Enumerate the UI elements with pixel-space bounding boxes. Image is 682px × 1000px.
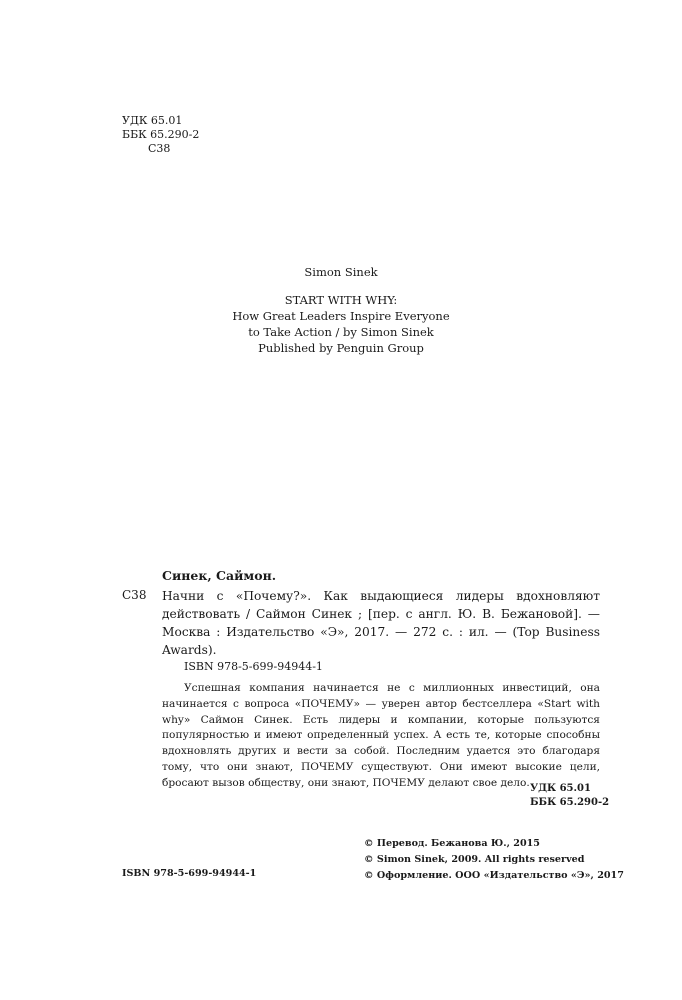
copyright-author: © Simon Sinek, 2009. All rights reserved [364, 854, 585, 865]
author-mark: С38 [148, 142, 171, 155]
copyright-design: © Оформление. ООО «Издательство «Э», 2017 [364, 870, 624, 881]
record-bbk: ББК 65.290-2 [530, 797, 610, 808]
record-annotation: Успешная компания начинается не с миллионных инвестиций, она начинается с вопроса «ПОЧЕМУ» — уверен автор бестселлера «Start with why» Саймон Синек. Есть лидеры и компании, которые пользуются популярностью и имеют определенный успех. А есть те, которые способны вдохновлять других и вести за собой. Последним удается это благодаря тому, что они знают, ПОЧЕМУ существуют. Они имеют высокие цели, бросают вызов обществу, они знают, ПОЧЕМУ делают свое дело. [162, 682, 600, 789]
udk-code: УДК 65.01 [122, 114, 183, 127]
original-subtitle-line1: How Great Leaders Inspire Everyone [232, 309, 450, 323]
original-title: START WITH WHY: [284, 293, 398, 307]
record-isbn: ISBN 978-5-699-94944-1 [184, 660, 323, 673]
record-author-mark: С38 [122, 588, 147, 602]
original-subtitle-line2: to Take Action / by Simon Sinek [248, 325, 434, 339]
record-author: Синек, Саймон. [162, 568, 277, 583]
copyright-block [364, 836, 624, 884]
record-udk: УДК 65.01 [530, 783, 591, 794]
original-author: Simon Sinek [304, 265, 378, 279]
original-publisher: Published by Penguin Group [258, 341, 424, 355]
classification-block [122, 114, 199, 156]
copyright-translation: © Перевод. Бежанова Ю., 2015 [364, 838, 540, 849]
original-edition-block [0, 292, 682, 356]
record-description: Начни с «Почему?». Как выдающиеся лидеры вдохновляют действовать / Саймон Синек ; [пер. с англ. Ю. В. Бежановой]. — Москва : Издательство «Э», 2017. — 272 с. : ил. — (Top Business Awards). [162, 589, 600, 657]
record-classification [530, 782, 609, 810]
bbk-code: ББК 65.290-2 [122, 128, 200, 141]
footer-isbn: ISBN 978-5-699-94944-1 [122, 868, 257, 879]
